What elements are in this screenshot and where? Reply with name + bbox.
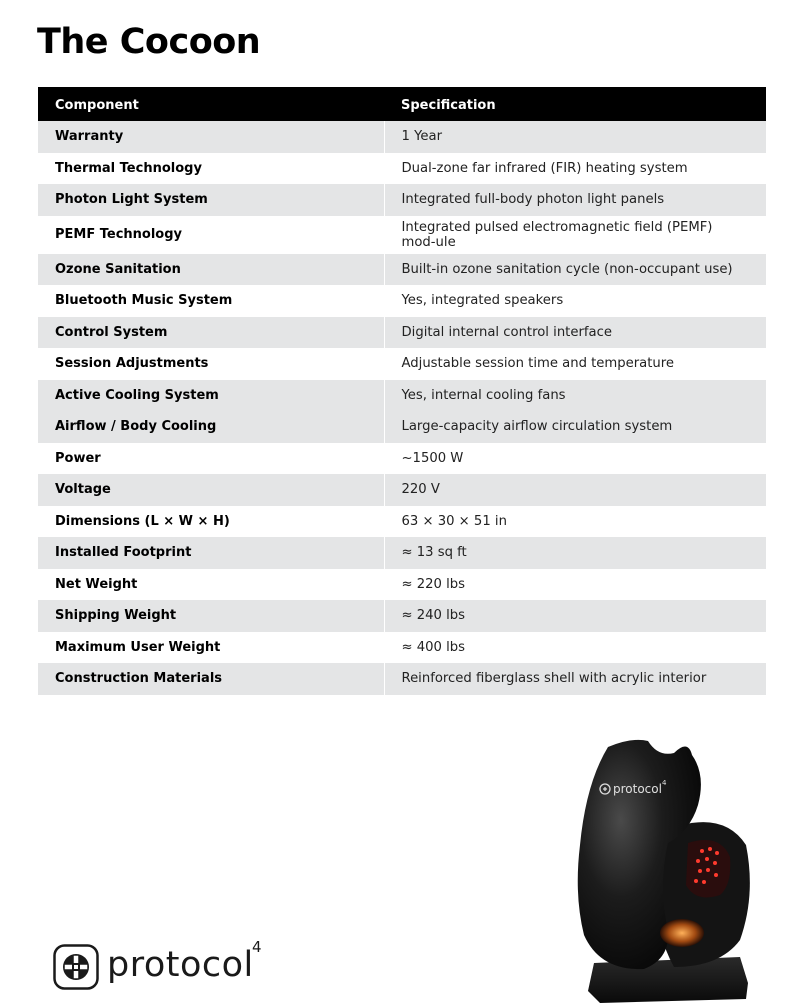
protocol-cross-icon xyxy=(53,944,99,990)
protocol-logo xyxy=(53,938,262,990)
table-row xyxy=(38,600,766,632)
table-row xyxy=(38,474,766,506)
table-row xyxy=(38,663,766,695)
row-component: Active Cooling System xyxy=(38,380,384,412)
row-component: Thermal Technology xyxy=(55,160,202,176)
row-spec: Yes, internal cooling fans xyxy=(384,380,766,412)
page-title: The Cocoon xyxy=(37,22,261,62)
row-spec: Yes, integrated speakers xyxy=(384,285,766,317)
table-header-row xyxy=(38,87,766,121)
pod-brand-text: protocol xyxy=(613,782,662,796)
row-component: Bluetooth Music System xyxy=(55,293,233,309)
row-component: Control System xyxy=(38,317,384,349)
row-spec: Integrated pulsed electromagnetic field (PEMF) mod-ule xyxy=(384,216,766,254)
table-row xyxy=(38,184,766,216)
row-component: Power xyxy=(55,450,101,466)
cocoon-product-image xyxy=(570,735,770,1004)
row-spec: ≈ 13 sq ft xyxy=(384,537,766,569)
row-component: Installed Footprint xyxy=(38,537,384,569)
table-row xyxy=(38,569,766,601)
spec-table xyxy=(38,87,766,695)
row-spec: ≈ 220 lbs xyxy=(384,569,766,601)
row-component: PEMF Technology xyxy=(55,227,183,242)
pod-brand-superscript: 4 xyxy=(662,779,667,787)
row-component: Net Weight xyxy=(55,576,138,592)
row-spec: 1 Year xyxy=(384,121,766,153)
row-spec: ~1500 W xyxy=(384,443,766,475)
row-spec: 63 × 30 × 51 in xyxy=(384,506,766,538)
row-spec: Integrated full-body photon light panels xyxy=(384,184,766,216)
row-component: Dimensions (L × W × H) xyxy=(55,513,230,529)
table-row xyxy=(38,537,766,569)
row-component: Session Adjustments xyxy=(55,356,209,372)
table-row xyxy=(38,254,766,286)
row-spec: Adjustable session time and temperature xyxy=(384,348,766,380)
table-row xyxy=(38,506,766,538)
table-row xyxy=(38,285,766,317)
row-component: Voltage xyxy=(38,474,384,506)
table-row xyxy=(38,632,766,664)
table-row xyxy=(38,348,766,380)
row-component: Warranty xyxy=(38,121,384,153)
row-spec: Reinforced fiberglass shell with acrylic interior xyxy=(384,663,766,695)
row-component: Construction Materials xyxy=(38,663,384,695)
table-row xyxy=(38,443,766,475)
header-component: Component xyxy=(38,87,384,121)
row-spec: Large-capacity airflow circulation system xyxy=(384,411,766,443)
logo-superscript: 4 xyxy=(252,938,262,956)
row-spec: Digital internal control interface xyxy=(384,317,766,349)
row-spec: ≈ 400 lbs xyxy=(384,632,766,664)
header-specification: Specification xyxy=(384,87,766,121)
table-row xyxy=(38,317,766,349)
row-spec: Built-in ozone sanitation cycle (non-occupant use) xyxy=(384,254,766,286)
row-component: Airflow / Body Cooling xyxy=(38,411,384,443)
table-row xyxy=(38,121,766,153)
row-component: Ozone Sanitation xyxy=(38,254,384,286)
row-spec: Dual-zone far infrared (FIR) heating system xyxy=(384,153,766,185)
row-spec: ≈ 240 lbs xyxy=(384,600,766,632)
table-row xyxy=(38,216,766,254)
row-spec: 220 V xyxy=(384,474,766,506)
row-component: Shipping Weight xyxy=(38,600,384,632)
table-row xyxy=(38,380,766,412)
table-row xyxy=(38,153,766,185)
interior-glow xyxy=(660,919,704,947)
logo-text: protocol xyxy=(107,945,254,985)
row-component: Photon Light System xyxy=(38,184,384,216)
table-row xyxy=(38,411,766,443)
row-component: Maximum User Weight xyxy=(55,639,221,655)
